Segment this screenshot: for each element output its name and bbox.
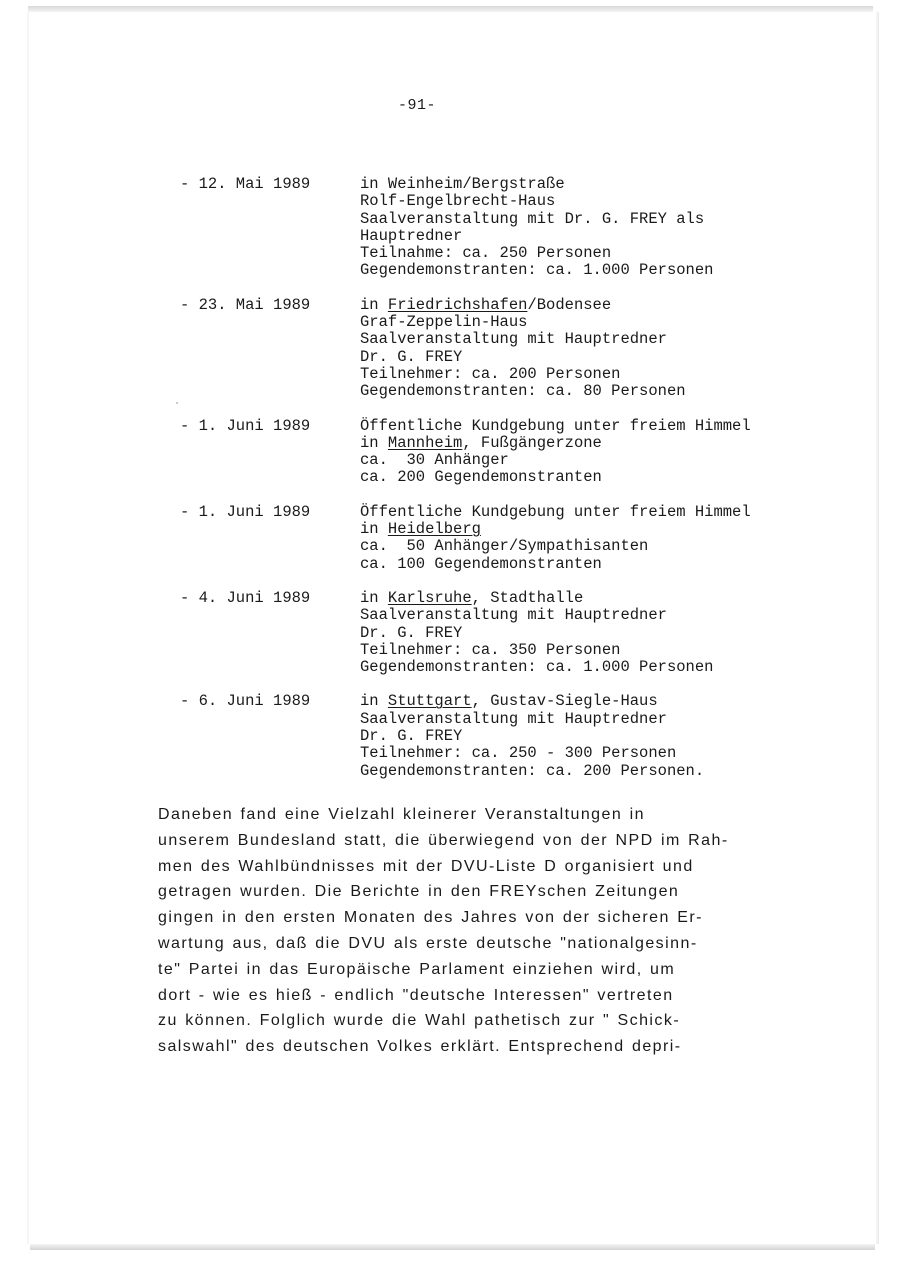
detail-text: Teilnahme: ca. 250 Personen xyxy=(360,244,612,263)
detail-text: Öffentliche Kundgebung unter freiem Himmel xyxy=(360,416,751,435)
detail-text: , Fußgängerzone xyxy=(462,433,602,452)
event-entry xyxy=(180,693,840,779)
event-detail-line xyxy=(360,607,840,624)
event-detail-line xyxy=(360,642,840,659)
detail-text: Saalveranstaltung mit Hauptredner xyxy=(360,606,667,625)
page-number: -91- xyxy=(398,97,437,114)
detail-text: , Stadthalle xyxy=(471,588,584,607)
event-detail-line xyxy=(360,176,840,193)
event-detail-line xyxy=(360,262,840,279)
paragraph-line: dort - wie es hieß - endlich "deutsche Interessen" vertreten xyxy=(158,986,674,1004)
event-details xyxy=(360,504,840,573)
event-detail-line xyxy=(360,297,840,314)
detail-text: Rolf-Engelbrecht-Haus xyxy=(360,192,556,211)
scan-edge-left xyxy=(27,12,29,1244)
detail-text: Teilnehmer: ca. 250 - 300 Personen xyxy=(360,744,677,763)
event-date: - 4. Juni 1989 xyxy=(180,588,311,607)
detail-text: in xyxy=(360,692,388,711)
event-details xyxy=(360,176,840,280)
detail-text: Gegendemonstranten: ca. 200 Personen. xyxy=(360,761,705,780)
event-list xyxy=(180,176,840,797)
paragraph-line: wartung aus, daß die DVU als erste deutsche "nationalgesinn- xyxy=(158,934,698,952)
detail-text: Dr. G. FREY xyxy=(360,727,463,746)
paragraph-line: salswahl" des deutschen Volkes erklärt. Entsprechend depri- xyxy=(158,1038,682,1056)
scan-speck xyxy=(176,402,178,404)
body-paragraph xyxy=(158,802,798,1060)
detail-text: Saalveranstaltung mit Dr. G. FREY als xyxy=(360,209,705,228)
underlined-place-name: Mannheim xyxy=(387,433,463,452)
detail-text: in xyxy=(360,295,388,314)
event-detail-line xyxy=(360,538,840,555)
event-detail-line xyxy=(360,521,840,538)
detail-text: in Weinheim/Bergstraße xyxy=(360,175,565,193)
detail-text: ca. 200 Gegendemonstranten xyxy=(360,468,602,487)
detail-text: , Gustav-Siegle-Haus xyxy=(471,692,658,711)
scan-edge-right xyxy=(876,12,879,1244)
event-details xyxy=(360,590,840,676)
detail-text: Teilnehmer: ca. 350 Personen xyxy=(360,640,621,659)
event-detail-line xyxy=(360,245,840,262)
underlined-place-name: Stuttgart xyxy=(387,692,472,711)
detail-text: ca. 100 Gegendemonstranten xyxy=(360,554,602,573)
paragraph-line: getragen wurden. Die Berichte in den FREYschen Zeitungen xyxy=(158,883,680,901)
event-detail-line xyxy=(360,693,840,710)
detail-text: in xyxy=(360,588,388,607)
event-entry xyxy=(180,418,840,487)
paragraph-line: men des Wahlbündnisses mit der DVU-Liste D organisiert und xyxy=(158,857,694,875)
event-detail-line xyxy=(360,728,840,745)
detail-text: /Bodensee xyxy=(527,295,612,314)
event-detail-line xyxy=(360,211,840,228)
event-detail-line xyxy=(360,435,840,452)
paragraph-line: gingen in den ersten Monaten des Jahres von der sicheren Er- xyxy=(158,909,703,927)
event-detail-line xyxy=(360,331,840,348)
underlined-place-name: Friedrichshafen xyxy=(387,295,528,314)
detail-text: in xyxy=(360,433,388,452)
event-detail-line xyxy=(360,349,840,366)
event-detail-line xyxy=(360,745,840,762)
event-entry xyxy=(180,176,840,280)
detail-text: Gegendemonstranten: ca. 1.000 Personen xyxy=(360,261,714,280)
underlined-place-name: Karlsruhe xyxy=(387,588,472,607)
event-date: - 23. Mai 1989 xyxy=(180,295,311,314)
event-detail-line xyxy=(360,504,840,521)
event-detail-line xyxy=(360,556,840,573)
event-detail-line xyxy=(360,469,840,486)
detail-text: ca. 50 Anhänger/Sympathisanten xyxy=(360,537,649,556)
detail-text: Teilnehmer: ca. 200 Personen xyxy=(360,364,621,383)
detail-text: Saalveranstaltung mit Hauptredner xyxy=(360,709,667,728)
event-details xyxy=(360,297,840,401)
event-details xyxy=(360,418,840,487)
event-date: - 6. Juni 1989 xyxy=(180,692,311,711)
event-detail-line xyxy=(360,659,840,676)
detail-text: Graf-Zeppelin-Haus xyxy=(360,313,528,332)
detail-text: Gegendemonstranten: ca. 1.000 Personen xyxy=(360,658,714,677)
event-detail-line xyxy=(360,418,840,435)
detail-text: Saalveranstaltung mit Hauptredner xyxy=(360,330,667,349)
paragraph-line: te" Partei in das Europäische Parlament einziehen wird, um xyxy=(158,960,676,978)
event-detail-line xyxy=(360,228,840,245)
event-detail-line xyxy=(360,625,840,642)
event-date: - 1. Juni 1989 xyxy=(180,502,311,521)
underlined-place-name: Heidelberg xyxy=(387,520,481,539)
event-detail-line xyxy=(360,366,840,383)
event-date: - 1. Juni 1989 xyxy=(180,416,311,435)
detail-text: in xyxy=(360,520,388,539)
paragraph-line: Daneben fand eine Vielzahl kleinerer Veranstaltungen in xyxy=(158,806,645,823)
detail-text: Dr. G. FREY xyxy=(360,347,463,366)
event-detail-line xyxy=(360,314,840,331)
event-detail-line xyxy=(360,383,840,400)
event-detail-line xyxy=(360,452,840,469)
detail-text: Hauptredner xyxy=(360,226,463,245)
scan-edge-bottom xyxy=(30,1244,875,1250)
event-entry xyxy=(180,590,840,676)
detail-text: Dr. G. FREY xyxy=(360,623,463,642)
paragraph-line: unserem Bundesland statt, die überwiegend von der NPD im Rah- xyxy=(158,831,729,849)
detail-text: ca. 30 Anhänger xyxy=(360,451,509,470)
event-entry xyxy=(180,504,840,573)
event-detail-line xyxy=(360,590,840,607)
scan-edge-top xyxy=(28,6,873,12)
event-detail-line xyxy=(360,763,840,780)
event-details xyxy=(360,693,840,779)
event-detail-line xyxy=(360,193,840,210)
event-entry xyxy=(180,297,840,401)
event-date: - 12. Mai 1989 xyxy=(180,175,311,193)
detail-text: Gegendemonstranten: ca. 80 Personen xyxy=(360,382,686,401)
paragraph-line: zu können. Folglich wurde die Wahl pathetisch zur " Schick- xyxy=(158,1012,681,1030)
detail-text: Öffentliche Kundgebung unter freiem Himmel xyxy=(360,502,751,521)
event-detail-line xyxy=(360,711,840,728)
